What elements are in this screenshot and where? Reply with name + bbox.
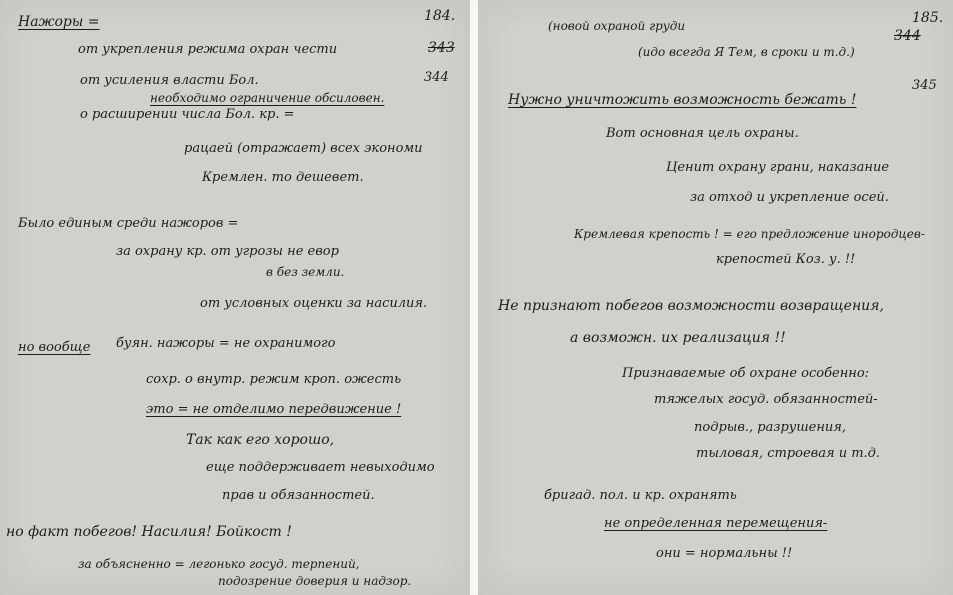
text-line: Кремлен. то дешевет. (202, 170, 364, 185)
text-line: сохр. о внутр. режим кроп. ожесть (146, 372, 402, 387)
text-line: но факт побегов! Насилия! Бойкост ! (6, 524, 292, 540)
text-line: за объясненно = легонько госуд. терпений, (78, 557, 360, 571)
text-line: в без земли. (266, 265, 345, 279)
text-line: (новой охраной груди (548, 19, 686, 33)
text-line: подрыв., разрушения, (694, 420, 847, 435)
text-line: (идо всегда Я Тем, в сроки и т.д.) (638, 45, 855, 59)
right-page (478, 0, 953, 595)
text-line: рацаей (отражает) всех экономи (184, 141, 423, 156)
text-line: за охрану кр. от угрозы не евор (116, 244, 339, 259)
text-line: а возможн. их реализация !! (570, 330, 786, 346)
text-line: крепостей Коз. у. !! (716, 252, 856, 267)
text-line: Ценит охрану грани, наказание (666, 160, 890, 175)
text-line: Нужно уничтожить возможность бежать ! (508, 92, 857, 108)
text-line: еще поддерживает невыходимо (206, 460, 435, 475)
text-line: за отход и укрепление осей. (690, 190, 889, 205)
folio-number: 184. (424, 8, 456, 24)
folio-struck-number: 343 (428, 40, 455, 56)
text-line: необходимо ограничение обсиловен. (150, 91, 385, 105)
folio-alt-number: 344 (424, 70, 449, 85)
text-line: не определенная перемещения- (604, 516, 828, 531)
text-line: Признаваемые об охране особенно: (622, 366, 870, 381)
folio-struck-number: 344 (894, 28, 921, 44)
text-line: прав и обязанностей. (222, 488, 375, 503)
text-line: бригад. пол. и кр. охранять (544, 488, 737, 503)
page-gutter (470, 0, 478, 595)
folio-alt-number: 345 (912, 78, 937, 93)
text-line: Было единым среди нажоров = (18, 216, 239, 231)
text-line: Вот основная цель охраны. (606, 126, 799, 141)
left-page (0, 0, 470, 595)
text-line: от укрепления режима охран чести (78, 42, 338, 57)
text-line: буян. нажоры = не охранимого (116, 336, 336, 351)
text-line: подозрение доверия и надзор. (218, 574, 412, 588)
text-line: но вообще (18, 340, 91, 355)
text-line: это = не отделимо передвижение ! (146, 402, 402, 417)
text-line: Кремлевая крепость ! = его предложение инородцев- (574, 227, 925, 241)
text-line: о расширении числа Бол. кр. = (80, 107, 295, 122)
text-line: от усиления власти Бол. (80, 73, 259, 88)
text-line: от условных оценки за насилия. (200, 296, 428, 311)
text-line: Так как его хорошо, (186, 432, 335, 448)
heading-line: Нажоры = (18, 14, 100, 30)
text-line: Не признают побегов возможности возвращения, (498, 298, 884, 314)
folio-number: 185. (912, 10, 944, 26)
text-line: тяжелых госуд. обязанностей- (654, 392, 878, 407)
text-line: они = нормальны !! (656, 546, 793, 561)
text-line: тыловая, строевая и т.д. (696, 446, 881, 461)
